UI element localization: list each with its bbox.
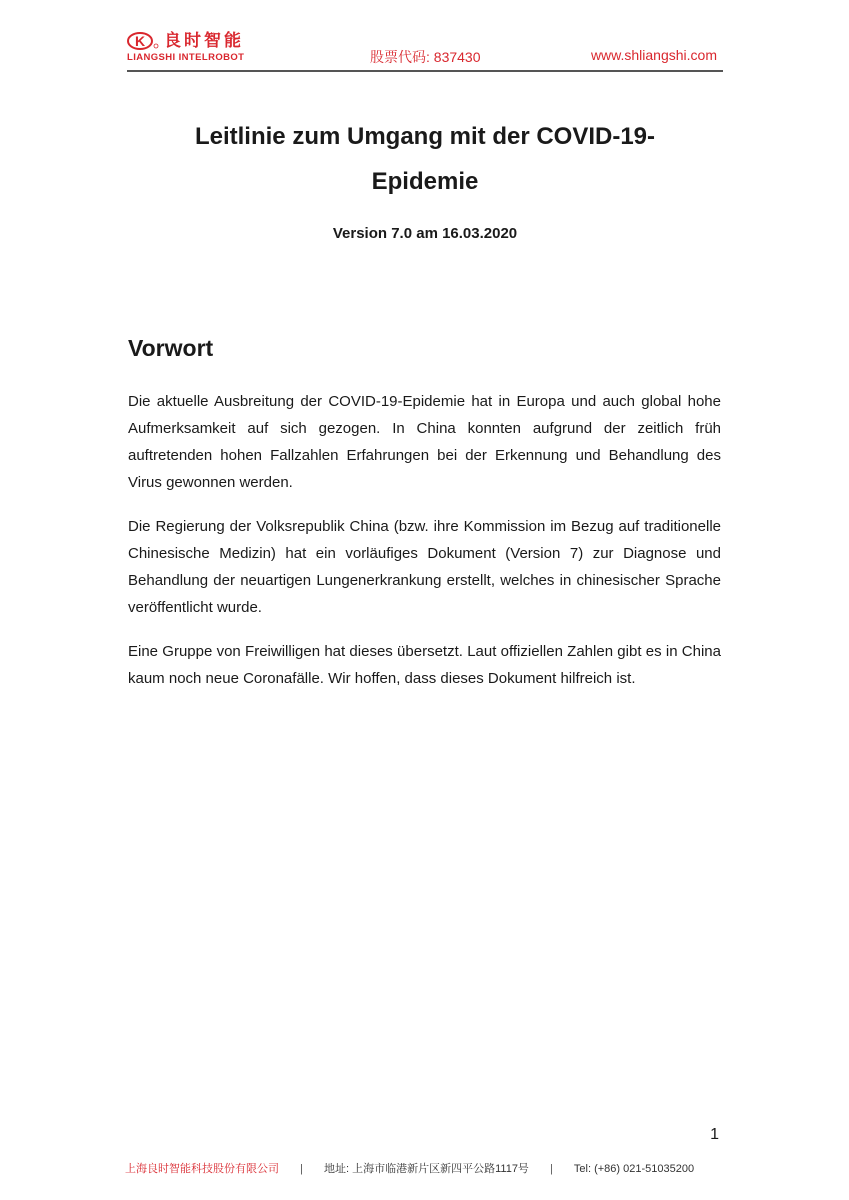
svg-text:K: K bbox=[134, 33, 146, 49]
page-footer bbox=[125, 1160, 725, 1180]
footer-separator: | bbox=[300, 1163, 303, 1175]
footer-separator: | bbox=[550, 1163, 553, 1175]
document-title bbox=[127, 114, 723, 204]
footer-address: 地址: 上海市临港新片区新四平公路1117号 bbox=[323, 1163, 529, 1175]
liangshi-logo-icon bbox=[127, 32, 161, 50]
footer-company-name: 上海良时智能科技股份有限公司 bbox=[125, 1163, 279, 1175]
page-header bbox=[127, 30, 723, 72]
paragraph: Die aktuelle Ausbreitung der COVID-19-Epidemie hat in Europa und auch global hohe Aufmerksamkeit auf sich gezogen. In China konnten aufgrund der zeitlich früh auftretenden hohen Fallzahlen Erfahrungen bei der Erkennung und Behandlung des Virus gewonnen werden. bbox=[128, 393, 721, 491]
page-number: 1 bbox=[710, 1126, 719, 1143]
paragraph: Die Regierung der Volksrepublik China (bzw. ihre Kommission im Bezug auf traditionelle Chinesische Medizin) hat ein vorläufiges Dokument (Version 7) zur Diagnose und Behandlung der neuartigen Lungenerkrankung erstellt, welches in chinesischer Sprache veröffentlicht wurde. bbox=[128, 518, 721, 616]
website-link[interactable]: www.shliangshi.com bbox=[590, 47, 717, 63]
title-line-2: Epidemie bbox=[371, 168, 479, 195]
paragraph: Eine Gruppe von Freiwilligen hat dieses übersetzt. Laut offiziellen Zahlen gibt es in China kaum noch neue Coronafälle. Wir hoffen, dass dieses Dokument hilfreich ist. bbox=[128, 643, 721, 687]
title-line-1: Leitlinie zum Umgang mit der COVID-19- bbox=[194, 123, 656, 150]
logo-english-name: LIANGSHI INTELROBOT bbox=[127, 52, 245, 63]
footer-telephone: Tel: (+86) 021-51035200 bbox=[573, 1163, 695, 1175]
company-logo bbox=[127, 30, 257, 66]
section-heading-vorwort: Vorwort bbox=[128, 335, 214, 361]
stock-code: 股票代码: 837430 bbox=[370, 49, 481, 65]
version-line: Version 7.0 am 16.03.2020 bbox=[332, 225, 518, 242]
logo-chinese-name: 良时智能 bbox=[164, 31, 244, 50]
header-divider bbox=[127, 70, 723, 72]
